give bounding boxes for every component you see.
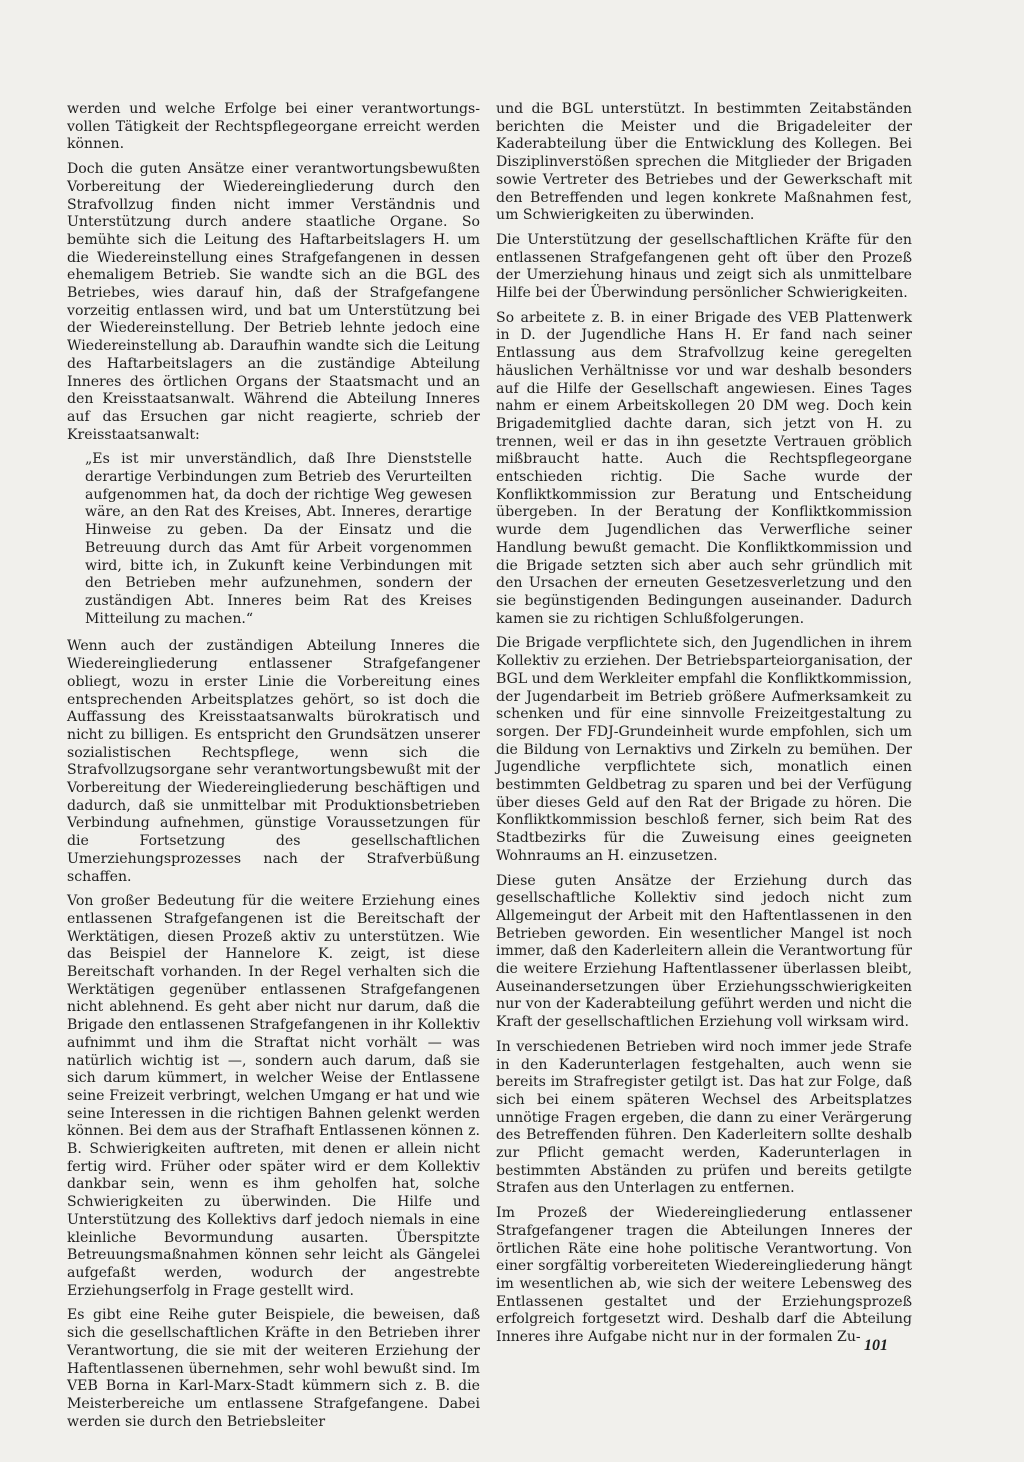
right-column — [496, 101, 912, 1354]
quotation: „Es ist mir unverständlich, daß Ihre Dienststelle derartige Verbindungen zum Betrieb des Verurteilten aufgenommen hat, da doch der richtige Weg gewesen wäre, an den Rat des Kreises, Abt. Inneres, derartige Hinweise zu geben. Da der Einsatz und die Betreuung durch das Amt für Arbeit vorgenommen wird, bitte ich, in Zukunft keine Verbindungen mit den Betrieben mehr aufzunehmen, sondern der zuständigen Abt. Inneres beim Rat des Kreises Mitteilung zu machen.“ — [85, 451, 472, 627]
paragraph: werden und welche Erfolge bei einer verantwortungsvollen Tätigkeit der Rechtspflegeorgane erreicht werden können. — [67, 101, 480, 153]
paragraph: Diese guten Ansätze der Erziehung durch das gesellschaftliche Kollektiv sind jedoch nicht zum Allgemeingut der Arbeit mit den Haftentlassenen in den Betrieben geworden. Ein wesentlicher Mangel ist noch immer, daß den Kaderleitern allein die Verantwortung für die weitere Erziehung Haftentlassener überlassen bleibt, Auseinandersetzungen über Erziehungsschwierigkeiten nur von der Kaderabteilung geführt werden und nicht die Kraft der gesellschaftlichen Erziehung voll wirksam wird. — [496, 872, 912, 1031]
paragraph: Die Brigade verpflichtete sich, den Jugendlichen in ihrem Kollektiv zu erziehen. Der Betriebsparteiorganisation, der BGL und dem Werkleiter empfahl die Konfliktkommission, der Jugendarbeit im Betrieb größere Aufmerksamkeit zu schenken und für eine sinnvolle Freizeitgestaltung zu sorgen. Der FDJ-Grundeinheit wurde empfohlen, sich um die Bildung von Lernaktivs und Zirkeln zu bemühen. Der Jugendliche verpflichtete sich, monatlich einen bestimmten Geldbetrag zu sparen und bei der Verfügung über dieses Geld auf den Rat der Brigade zu hören. Die Konfliktkommission beschloß ferner, sich beim Rat des Stadtbezirks für die Zuweisung eines geeigneten Wohnraums an H. einzusetzen. — [496, 635, 912, 864]
paragraph: Wenn auch der zuständigen Abteilung Inneres die Wiedereingliederung entlassener Strafgefangener obliegt, wozu in erster Linie die Vorbereitung eines entsprechenden Arbeitsplatzes gehört, so ist doch die Auffassung des Kreisstaatsanwalts bürokratisch und nicht zu billigen. Es entspricht den Grundsätzen unserer sozialistischen Rechtspflege, wenn sich die Strafvollzugsorgane sehr verantwortungsbewußt mit der Vorbereitung der Wiedereingliederung beschäftigen und dadurch, daß sie unmittelbar mit Produktionsbetrieben Verbindung aufnehmen, günstige Voraussetzungen für die Fortsetzung des gesellschaftlichen Umerziehungsprozesses nach der Strafverbüßung schaffen. — [67, 638, 480, 885]
paragraph: In verschiedenen Betrieben wird noch immer jede Strafe in den Kaderunterlagen festgehalten, auch wenn sie bereits im Strafregister getilgt ist. Das hat zur Folge, daß sich bei einem späteren Wechsel des Arbeitsplatzes unnötige Fragen ergeben, die dann zu einer Verärgerung des Betreffenden führen. Den Kaderleitern sollte deshalb zur Pflicht gemacht werden, Kaderunterlagen in bestimmten Abständen zu prüfen und bereits getilgte Strafen aus den Unterlagen zu entfernen. — [496, 1038, 912, 1197]
paragraph: Es gibt eine Reihe guter Beispiele, die beweisen, daß sich die gesellschaftlichen Kräfte in den Betrieben ihrer Verantwortung, die sie mit der weiteren Erziehung der Haftentlassenen übernehmen, sehr wohl bewußt sind. Im VEB Borna in Karl-Marx-Stadt kümmern sich z. B. die Meisterbereiche um entlassene Strafgefangene. Dabei werden sie durch den Betriebsleiter — [67, 1307, 480, 1430]
paragraph: und die BGL unterstützt. In bestimmten Zeitabständen berichten die Meister und die Brigadeleiter der Kaderabteilung über die Entwicklung des Kollegen. Bei Disziplinverstößen sprechen die Mitglieder der Brigaden sowie Vertreter des Betriebes und der Gewerkschaft mit den Betreffenden und legen konkrete Maßnahmen fest, um Schwierigkeiten zu überwinden. — [496, 101, 912, 224]
left-column — [67, 101, 480, 1438]
page-number: 101 — [864, 1337, 888, 1354]
paragraph: Im Prozeß der Wiedereingliederung entlassener Strafgefangener tragen die Abteilungen Inneres der örtlichen Räte eine hohe politische Verantwortung. Von einer sorgfältig vorbereiteten Wiedereingliederung hängt im wesentlichen ab, wie sich der weitere Lebensweg des Entlassenen gestaltet und der Erziehungsprozeß erfolgreich fortgesetzt wird. Deshalb darf die Abteilung Inneres ihre Aufgabe nicht nur in der formalen Zu- — [496, 1205, 912, 1346]
paragraph: So arbeitete z. B. in einer Brigade des VEB Plattenwerk in D. der Jugendliche Hans H. Er fand nach seiner Entlassung aus dem Strafvollzug keine geregelten häuslichen Verhältnisse vor und war deshalb besonders auf die Hilfe der Gesellschaft angewiesen. Eines Tages nahm er einem Arbeitskollegen 20 DM weg. Doch kein Brigademitglied dachte daran, sich jetzt von H. zu trennen, weil er das in ihn gesetzte Vertrauen gröblich mißbraucht hatte. Auch die Rechtspflegeorgane entschieden richtig. Die Sache wurde der Konfliktkommission zur Beratung und Entscheidung übergeben. In der Beratung der Konfliktkommission wurde dem Jugendlichen das Verwerfliche seiner Handlung bewußt gemacht. Die Konfliktkommission und die Brigade setzten sich aber auch sehr gründlich mit den Ursachen der erneuten Gesetzesverletzung und den sie begünstigenden Bedingungen auseinander. Dadurch kamen sie zu richtigen Schlußfolgerungen. — [496, 309, 912, 627]
paragraph: Doch die guten Ansätze einer verantwortungsbewußten Vorbereitung der Wiedereingliederung durch den Strafvollzug finden nicht immer Verständnis und Unterstützung durch andere staatliche Organe. So bemühte sich die Leitung des Haftarbeitslagers H. um die Wiedereinstellung eines Strafgefangenen in dessen ehemaligem Betrieb. Sie wandte sich an die BGL des Betriebes, wies darauf hin, daß der Strafgefangene vorzeitig entlassen wird, und bat um Unterstützung bei der Wiedereinstellung. Der Betrieb lehnte jedoch eine Wiedereinstellung ab. Daraufhin wandte sich die Leitung des Haftarbeitslagers an die zuständige Abteilung Inneres des örtlichen Organs der Staatsmacht und an den Kreisstaatsanwalt. Während die Abteilung Inneres auf das Ersuchen gar nicht reagierte, schrieb der Kreisstaatsanwalt: — [67, 161, 480, 443]
paragraph: Die Unterstützung der gesellschaftlichen Kräfte für den entlassenen Strafgefangenen geht oft über den Prozeß der Umerziehung hinaus und zeigt sich als unmittelbare Hilfe bei der Überwindung persönlicher Schwierigkeiten. — [496, 231, 912, 302]
paragraph: Von großer Bedeutung für die weitere Erziehung eines entlassenen Strafgefangenen ist die Bereitschaft der Werktätigen, diesen Prozeß aktiv zu unterstützen. Wie das Beispiel der Hannelore K. zeigt, ist diese Bereitschaft vorhanden. In der Regel verhalten sich die Werktätigen gegenüber entlassenen Strafgefangenen nicht ablehnend. Es geht aber nicht nur darum, daß die Brigade den entlassenen Strafgefangenen in ihr Kollektiv aufnimmt und ihm die Straftat nicht vorhält — was natürlich wichtig ist —, sondern auch darum, daß sie sich darum kümmert, in welcher Weise der Entlassene seine Freizeit verbringt, welchen Umgang er hat und wie seine Interessen in die richtigen Bahnen gelenkt werden können. Bei dem aus der Strafhaft Entlassenen können z. B. Schwierigkeiten auftreten, mit denen er allein nicht fertig wird. Früher oder später wird er dem Kollektiv dankbar sein, wenn es ihm geholfen hat, solche Schwierigkeiten zu überwinden. Die Hilfe und Unterstützung des Kollektivs darf jedoch niemals in eine kleinliche Bevormundung ausarten. Überspitzte Betreuungsmaßnahmen können sehr leicht als Gängelei aufgefaßt werden, wodurch der angestrebte Erziehungserfolg in Frage gestellt wird. — [67, 893, 480, 1299]
